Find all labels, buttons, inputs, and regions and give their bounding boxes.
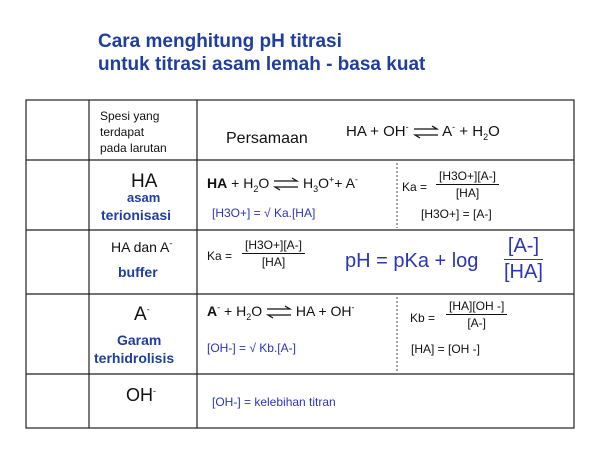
ka-fraction-buffer: $\frac{[H3O+][A-]}{[HA]}$ — [242, 238, 305, 269]
label-asam: asam — [127, 190, 161, 205]
species-oh: OH- — [126, 385, 156, 405]
title-line-1: Cara menghitung pH titrasi — [98, 31, 342, 52]
oh-excess-titrant: [OH-] = kelebihan titran — [212, 395, 336, 409]
h3o-sqrt-formula: [H3O+] = √ Ka.[HA] — [212, 206, 316, 220]
label-terhidrolisis: terhidrolisis — [94, 350, 175, 366]
equilibrium-arrow-icon — [266, 305, 292, 319]
slide-title — [98, 30, 425, 76]
h3o-equal-a: [H3O+] = [A-] — [421, 207, 492, 221]
log-fraction: $\frac{[A-]}{[HA]}$ — [504, 235, 543, 283]
species-ha: HA — [131, 171, 158, 192]
kb-label: Kb = — [410, 311, 436, 325]
a-hydrolysis-equation: $A^- + H_2O$ HA + OH- — [207, 302, 355, 322]
ka-fraction-ha: $\frac{[H3O+][A-]}{[HA]}$ — [436, 169, 499, 200]
ph-henderson-formula: pH = pKa + log — [345, 250, 479, 272]
header-spesi: Spesi yang terdapat pada larutan — [100, 109, 167, 155]
ka-label-ha: Ka = — [402, 180, 428, 194]
equilibrium-arrow-icon — [273, 177, 299, 191]
equilibrium-arrow-icon — [413, 125, 439, 139]
ka-label-buffer: Ka = — [207, 249, 233, 263]
species-ha-a: HA dan A- — [111, 238, 173, 255]
label-terionisasi: terionisasi — [101, 207, 172, 223]
label-garam: Garam — [117, 332, 162, 348]
ha-equal-oh: [HA] = [OH -] — [411, 342, 481, 356]
kb-fraction: $\frac{[HA][OH -]}{[A-]}$ — [446, 299, 507, 330]
species-a: A- — [134, 304, 150, 325]
title-line-2: untuk titrasi asam lemah - basa kuat — [98, 54, 426, 75]
label-buffer: buffer — [118, 264, 158, 280]
header-equation: HA + OH- $A^- + H_2O$ — [346, 122, 500, 142]
header-persamaan: Persamaan — [226, 130, 308, 147]
ha-ionization-equation: HA + $H_2O$ $H_3O^++ A^-$ — [207, 174, 358, 194]
oh-sqrt-formula: [OH-] = √ Kb.[A-] — [207, 341, 296, 355]
